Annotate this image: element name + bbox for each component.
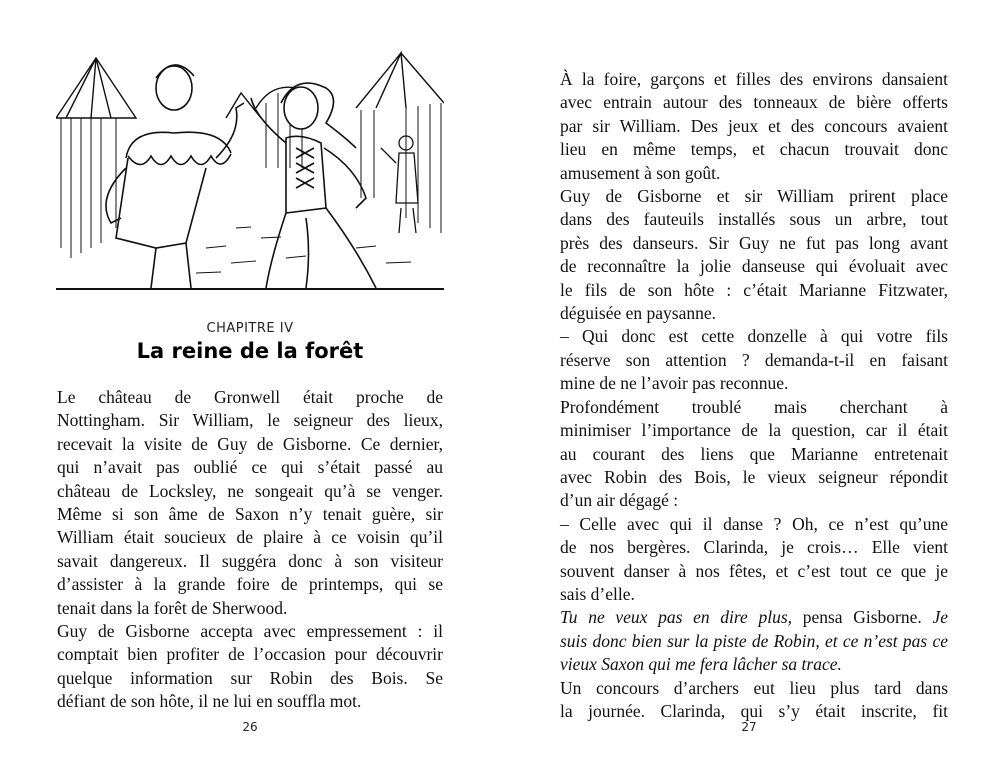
text-line: – Qui donc est cette donzelle à qui votre fils	[560, 326, 948, 347]
text-line: près des danseurs. Sir Guy ne fut pas long avant	[560, 232, 948, 253]
text-line: William était soucieux de plaire à ce voisin qu’il	[57, 527, 443, 548]
text-line: Le château de Gronwell était proche de	[57, 387, 443, 407]
text-line: souvent danser à nos fêtes, et c’est tout ce que je	[560, 560, 948, 581]
text-line: de nos bergères. Clarinda, je crois… Elle vient	[560, 537, 948, 558]
text-line: réserve son attention ? demanda-t-il en faisant	[560, 349, 948, 370]
thought-text: Tu ne veux pas en dire plus,	[560, 607, 793, 628]
text-line: le fils de son hôte : c’était Marianne Fitzwater,	[560, 279, 948, 300]
text-line: Guy de Gisborne et sir William prirent place	[560, 186, 948, 207]
text-line: comptait bien profiter de l’occasion pour découvrir	[57, 644, 443, 665]
text-line: amusement à son goût.	[560, 162, 721, 183]
chapter-label: CHAPITRE IV	[206, 321, 294, 336]
text-line: qui n’avait pas oublié ce qui s’était passé au	[57, 457, 443, 478]
left-page-text	[57, 386, 443, 714]
text-line: la journée. Clarinda, qui s’y était inscrite, fit	[560, 700, 948, 721]
text-line: château de Locksley, ne songeait qu’à se venger.	[57, 480, 443, 501]
dance-illustration	[56, 48, 444, 290]
page-number: 27	[741, 720, 757, 734]
text-line: – Celle avec qui il danse ? Oh, ce n’est qu’une	[560, 513, 948, 534]
page-number: 26	[242, 720, 258, 734]
text-line: mine de ne l’avoir pas reconnue.	[560, 373, 789, 394]
text-line: avec entrain autour des tonneaux de bière offerts	[560, 92, 948, 113]
text-line: déguisée en paysanne.	[560, 303, 716, 324]
text-line: d’un air dégagé :	[560, 490, 679, 511]
right-page-text	[560, 68, 948, 723]
paragraph	[560, 68, 948, 185]
text-line: dans des fauteuils installés sous un arbre, tout	[560, 209, 948, 230]
text-line	[560, 606, 948, 629]
thought-line: suis donc bien sur la piste de Robin, et ce n’est pas ce	[560, 630, 948, 651]
italic-paragraph	[560, 606, 948, 676]
paragraph	[57, 620, 443, 714]
paragraph	[560, 677, 948, 724]
text-line: avec Robin des Bois, le vieux seigneur répondit	[560, 466, 948, 487]
text-line: Même si son âme de Saxon n’y tenait guère, sir	[57, 504, 443, 525]
text-line: par sir William. Des jeux et des concours avaient	[560, 115, 948, 136]
text-line: savait dangereux. Il suggéra donc à son visiteur	[57, 550, 443, 571]
narration-text: pensa Gisborne.	[792, 607, 922, 628]
text-line: Guy de Gisborne accepta avec empressement : il	[57, 621, 443, 642]
text-line: quelque information sur Robin des Bois. Se	[57, 667, 443, 688]
text-line: Nottingham. Sir William, le seigneur des lieux,	[57, 410, 443, 431]
text-line: sais d’elle.	[560, 583, 635, 604]
paragraph	[560, 185, 948, 325]
text-line: minimiser l’importance de la question, car il était	[560, 420, 948, 441]
text-line: tenait dans la forêt de Sherwood.	[57, 597, 288, 618]
text-line: d’assister à la grande foire de printemps, qui se	[57, 574, 443, 595]
chapter-title: La reine de la forêt	[136, 339, 364, 363]
text-line: lieu en même temps, et chacun trouvait donc	[560, 139, 948, 160]
text-line: À la foire, garçons et filles des environs dansaient	[560, 69, 948, 89]
thought-text: Je	[921, 607, 948, 628]
text-line: au courant des liens que Marianne entretenait	[560, 443, 948, 464]
illustration-drawing	[56, 48, 444, 288]
thought-line: vieux Saxon qui me fera lâcher sa trace.	[560, 654, 842, 675]
paragraph	[560, 513, 948, 607]
paragraph	[560, 396, 948, 513]
paragraph	[57, 386, 443, 620]
text-line: de reconnaître la jolie danseuse qui évoluait avec	[560, 256, 948, 277]
paragraph	[560, 325, 948, 395]
text-line: défiant de son hôte, il ne lui en souffla mot.	[57, 691, 362, 712]
text-line: Profondément troublé mais cherchant à	[560, 396, 948, 417]
text-line: Un concours d’archers eut lieu plus tard dans	[560, 677, 948, 698]
text-line: recevait la visite de Guy de Gisborne. Ce dernier,	[57, 433, 443, 454]
